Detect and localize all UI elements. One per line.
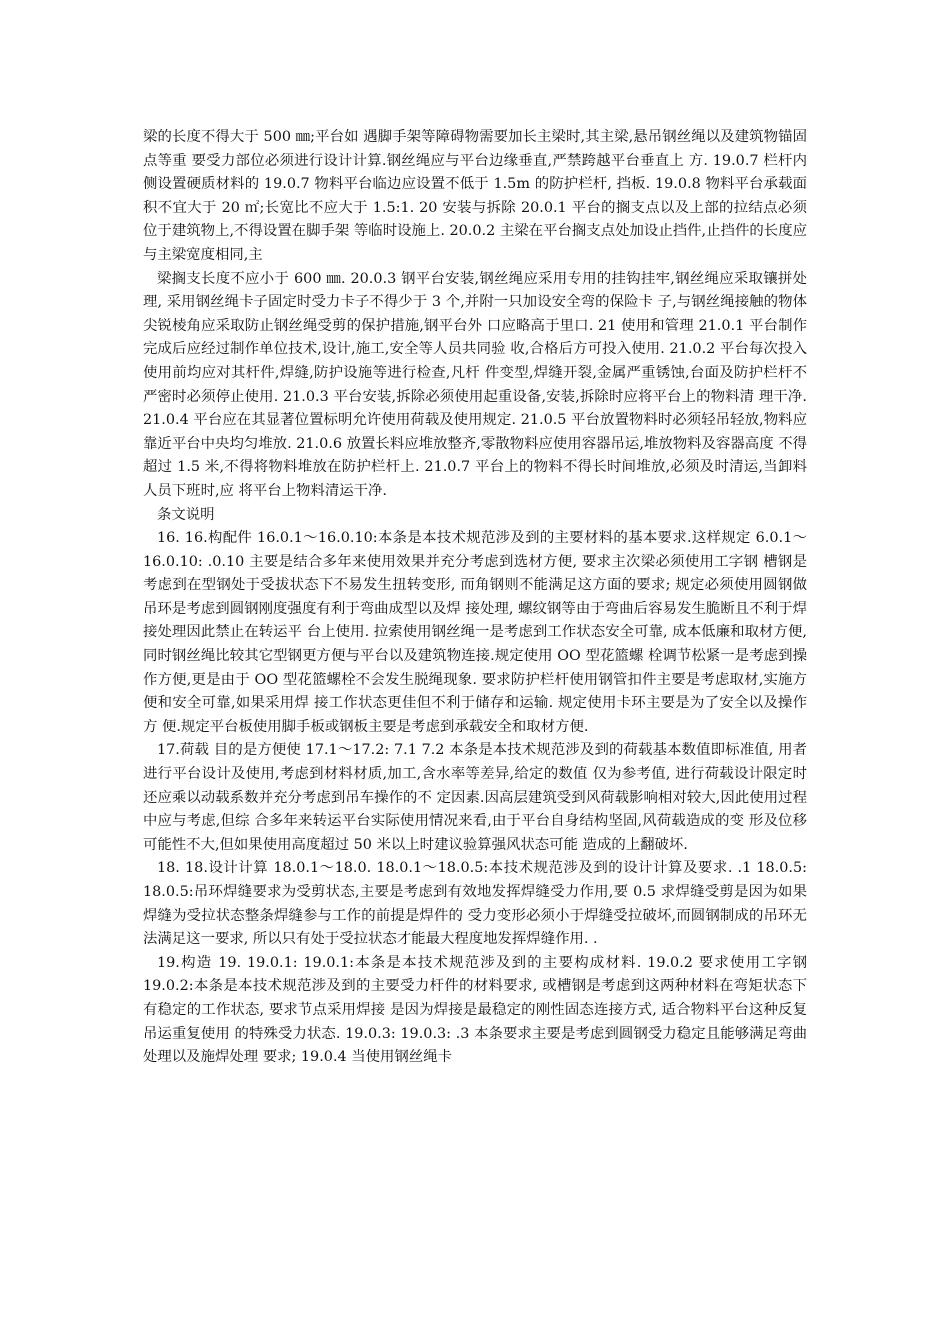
paragraph-platform-beam-length: 梁的长度不得大于 500 ㎜;平台如 遇脚手架等障碍物需要加长主梁时,其主梁,悬吊钢丝绳以及建筑物锚固点等重 要受力部位必须进行设计计算.钢丝绳应与平台边缘垂直,严禁跨越平台垂直上 方. 19.0.7 栏杆内侧设置硬质材料的 19.0.7 物料平台临边应设置不低于 1.5m 的防护栏杆, 挡板. 19.0.8 物料平台承载面积不宜大于 20 ㎡;长宽比不应大于 1.5:1. 20 安装与拆除 20.0.1 平台的搁支点以及上部的拉结点必须位于建筑物上,不得设置在脚手架 等临时设施上. 20.0.2 主梁在平台搁支点处加设止挡件,止挡件的长度应与主梁宽度相同,主 xyxy=(143,129,807,263)
document-page xyxy=(143,126,807,1286)
paragraph-installation-and-use: 梁搁支长度不应小于 600 ㎜. 20.0.3 钢平台安装,钢丝绳应采用专用的挂钩挂牢,钢丝绳应采取镶拼处理, 采用钢丝绳卡子固定时受力卡子不得少于 3 个,并附一只加设安全弯的保险卡 子,与钢丝绳接触的物体尖锐棱角应采取防止钢丝绳受剪的保护措施,钢平台外 口应略高于里口. 21 使用和管理 21.0.1 平台制作完成后应经过制作单位技术,设计,施工,安全等人员共同验 收,合格后方可投入使用. 21.0.2 平台每次投入使用前均应对其杆件,焊缝,防护设施等进行检查,凡杆 件变型,焊缝开裂,金属严重锈蚀,台面及防护栏杆不严密时必须停止使用. 21.0.3 平台安装,拆除必须使用起重设备,安装,拆除时应将平台上的物料清 理干净. 21.0.4 平台应在其显著位置标明允许使用荷载及使用规定. 21.0.5 平台放置物料时必须轻吊轻放,物料应靠近平台中央均匀堆放. 21.0.6 放置长料应堆放整齐,零散物料应使用容器吊运,堆放物料及容器高度 不得超过 1.5 米,不得将物料堆放在防护栏杆上. 21.0.7 平台上的物料不得长时间堆放,必须及时清运,当卸料人员下班时,应 将平台上物料清运干净. xyxy=(143,270,807,499)
paragraph-design-calculation: 18. 18.设计计算 18.0.1～18.0. 18.0.1～18.0.5:本技术规范涉及到的设计计算及要求. .1 18.0.5: 18.0.5:吊环焊缝要求为受剪状态,主要是考虑到有效地发挥焊缝受力作用,要 0.5 求焊缝受剪是因为如果焊缝为受拉状态整条焊缝参与工作的前提是焊件的 受力变形必须小于焊缝受拉破坏,而圆钢制成的吊环无法满足这一要求, 所以只有处于受拉状态才能最大程度地发挥焊缝作用. . xyxy=(143,860,807,948)
paragraph-loads: 17.荷载 目的是方便使 17.1～17.2: 7.1 7.2 本条是本技术规范涉及到的荷载基本数值即标准值, 用者进行平台设计及使用,考虑到材料材质,加工,含水率等差异,给定的数值 仅为参考值, 进行荷载设计限定时还应乘以动载系数并充分考虑到吊车操作的不 定因素.因高层建筑受到风荷载影响相对较大,因此使用过程中应与考虑,但综 合多年来转运平台实际使用情况来看,由于平台自身结构坚固,风荷载造成的变 形及位移可能性不大,但如果使用高度超过 50 米以上时建议验算强风状态可能 造成的上翻破坏. xyxy=(143,742,807,853)
paragraph-construction: 19.构造 19. 19.0.1: 19.0.1:本条是本技术规范涉及到的主要构成材料. 19.0.2 要求使用工字钢 19.0.2:本条是本技术规范涉及到的主要受力杆件的材料要求, 或槽钢是考虑到这两种材料在弯矩状态下有稳定的工作状态, 要求节点采用焊接 是因为焊接是最稳定的刚性固态连接方式, 适合物料平台这种反复吊运重复使用 的特殊受力状态. 19.0.3: 19.0.3: .3 本条要求主要是考虑到圆钢受力稳定且能够满足弯曲处理以及施焊处理 要求; 19.0.4 当使用钢丝绳卡 xyxy=(143,954,807,1066)
section-heading-explanation: 条文说明 xyxy=(157,506,215,523)
paragraph-components: 16. 16.构配件 16.0.1～16.0.10:本条是本技术规范涉及到的主要材料的基本要求.这样规定 6.0.1～16.0.10: .0.10 主要是结合多年来使用效果并充分考虑到选材方便, 要求主次梁必须使用工字钢 槽钢是考虑到在型钢处于受拔状态下不易发生扭转变形, 而角钢则不能满足这方面的要求; 规定必须使用圆钢做吊环是考虑到圆钢刚度强度有利于弯曲成型以及焊 接处理, 螺纹钢等由于弯曲后容易发生脆断且不利于焊接处理因此禁止在转运平 台上使用. 拉索使用钢丝绳一是考虑到工作状态安全可靠, 成本低廉和取材方便, 同时钢丝绳比较其它型钢更方便与平台以及建筑物连接.规定使用 OO 型花篮螺 栓调节松紧一是考虑到操作方便,更是由于 OO 型花篮螺栓不会发生脱绳现象. 要求防护栏杆使用钢管扣件主要是考虑取材,实施方便和安全可靠,如果采用焊 接工作状态更佳但不利于储存和运输. 规定使用卡环主要是为了安全以及操作方 便.规定平台板使用脚手板或钢板主要是考虑到承载安全和取材方便. xyxy=(143,530,807,735)
